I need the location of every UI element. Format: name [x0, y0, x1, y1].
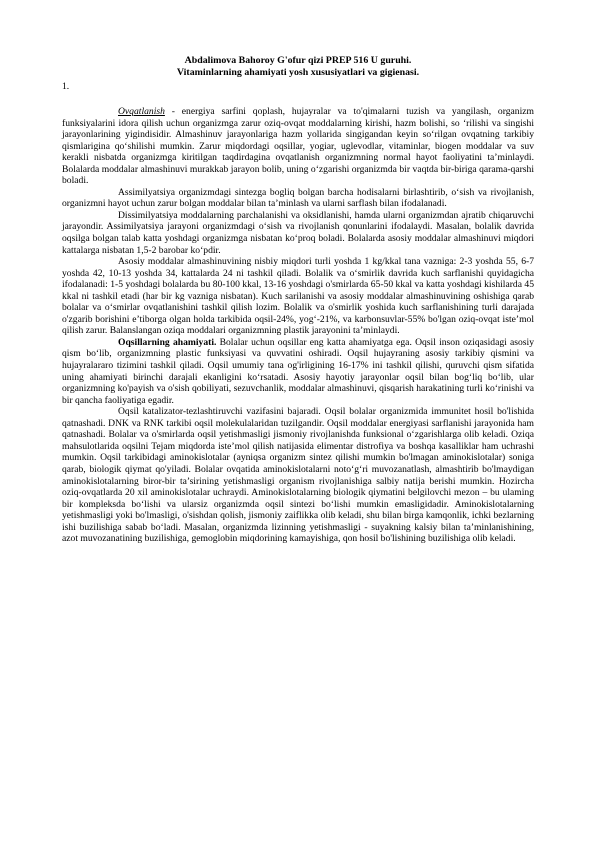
paragraph-text: Oqsil katalizator-tezlashtiruvchi vazifasini bajaradi. Oqsil bolalar organizmida immunitet hosil bo'lishida qatnashadi. DNK va RNK tarkibi oqsil molekulalaridan tuzilgandir. Oqsil moddalar energiyasi sarflanishi jarayonida ham qatnashadi. Bolalar va o'smirlarda oqsil yetishmasligi jismoniy rivojlanishda funksional o‘zgarishlarga olib keladi. Oziqa mahsulotlarida oqsilni Tejam miqdorda iste’mol qilish natijasida elimentar distrofiya va boshqa kasalliklar ham uchrashi mumkin. Oqsil tarkibidagi aminokislotalar (ayniqsa organizm sintez qilishi mumkin bo'lmagan aminokislotalar) soniga qarab, biologik qiymat qo'yiladi. Bolalar ovqatida aminokislotalarni noto‘g‘ri muvozanatlash, almashtirib bo'lmaydigan aminokislotalarning biror-bir ta’sirining yetishmasligi organism rivojlanishiga salbiy natija berishi mumkin. Hozircha oziq-ovqatlarda 20 xil aminokislotalar uchraydi. Aminokislotalarning biologik qiymatini belgilovchi mezon – bu ulaming bir kompleksda bo‘lishi va ularsiz organizmda oqsil sintezi bo‘lishi mumkin emasligidadir. Aminokislotalarning yetishmasligi yoki bo'lmasligi, o'sishdan qolish, jismoniy zaiflikka olib keladi, shu bilan birga kamqonlik, ichki bezlarning ishi buzilishiga sabab bo‘ladi. Masalan, organizmda lizinning yetishmasligi - suyakning kalsiy bilan ta’minlanishining, azot muvozanatining buzilishiga, gemoglobin miqdorining kamayishiga, qon hosil bo'lishining buzilishiga olib keladi.	[62, 406, 534, 545]
paragraph-asosiy-moddalar	[62, 256, 534, 337]
paragraph-ovqatlanish	[62, 106, 534, 187]
paragraph-text: Bolalar uchun oqsillar eng katta ahamiyatga ega. Oqsil inson oziqasidagi asosiy qism bo‘lib, organizmning plastic funksiyasi va quvvatini oshiradi. Oqsil hujayraning asosiy tarkibiy qismini va hujayralararo tizimini tashkil qiladi. Oqsil umumiy tana og'irligining 16-17% ini tashkil qilishi, quruvchi qism sifatida uning ahamiyati birinchi darajali ekanligini ko‘rsatadi. Asosiy hayotiy jarayonlar oqsil bilan bog‘liq bo‘lib, ular organizmning ko'payish va o'sish qobiliyati, sezuvchanlik, moddalar almashinuvi, qisqarish harakatining turli ko‘rinishi va bir qancha faoliyatiga egadir.	[62, 336, 534, 406]
term-oqsillar: Oqsillarning ahamiyati.	[118, 336, 217, 348]
term-ovqatlanish: Ovqatlanish	[118, 106, 165, 117]
paragraph-text: Dissimilyatsiya moddalarning parchalanishi va oksidlanishi, hamda ularni organizmdan ajratib chiqaruvchi jarayondir. Assimilyatsiya jarayoni organizmdagi o‘sish va rivojlanish qonunlarini ifodalaydi. Masalan, bolalik davrida oqsilga bolgan talab katta yoshdagi organizmga nisbatan ko‘proq boladi. Bolalarda asosiy moddalar almashinuvi miqdori kattalarga nisbatan 1,5-2 barobar ko‘pdir.	[62, 209, 534, 256]
paragraph-dissimilyatsiya	[62, 210, 534, 256]
section-number: 1.	[62, 81, 70, 92]
document-body	[62, 106, 534, 545]
document-header	[62, 55, 534, 79]
author-line: Abdalimova Bahoroy G'ofur qizi PREP 516 U guruhi.	[184, 55, 412, 66]
paragraph-assimilyatsiya	[62, 187, 534, 210]
paragraph-text: Asosiy moddalar almashinuvining nisbiy miqdori turli yoshda 1 kg/kkal tana vazniga: 2-3 yoshda 55, 6-7 yoshda 42, 10-13 yoshda 34, kattalarda 24 ni tashkil qiladi. Bolalik va o‘smirlik davrida kuch sarflanishi quyidagicha ifodalanadi: 1-5 yoshdagi bolalarda bu 80-100 kkal, 13-16 yoshdagi o'smirlarda 65-50 kkal va katta yoshdagi kishilarda 45 kkal ni tashkil etadi (har bir kg vazniga nisbatan). Kuch sarilanishi va asosiy moddalar almashinuvining oshishiga qarab bolalar va o‘smirlar ovqatlanishini tashkil qilish lozim. Bolalik va o'smirlik yoshida kuch sarflanishining turli darajada o'zgarib borishini e’tiborga olgan holda tarkibida oqsil-24%, yog‘-21%, va karbonsuvlar-55% bo'lgan oziq-ovqat iste’mol qilish zarur. Balanslangan oziqa moddalari organizmning plastik jarayonini ta’minlaydi.	[62, 256, 534, 337]
paragraph-text: Assimilyatsiya organizmdagi sintezga bogliq bolgan barcha hodisalarni birlashtirib, o‘sish va rivojlanish, organizmni hayot uchun zarur bolgan moddalar bilan ta’minlash va ularni sarflash bilan ifodalanadi.	[62, 186, 534, 210]
paragraph-oqsillar	[62, 337, 534, 406]
document-title: Vitaminlarning ahamiyati yosh xususiyatlari va gigienasi.	[176, 67, 420, 78]
paragraph-oqsil-katalizator	[62, 406, 534, 545]
paragraph-text: - energiya sarfini qoplash, hujayralar va to'qimalarni tuzish va yangilash, organizm funksiyalarini idora qilish uchun organizmga zarur oziq-ovqat moddalarning kirishi, hazm bolishi, so ‘rilishi va singishi jarayonlarining yigindisidir. Almashinuv jarayonlariga hazm yollarida singigandan keyin so‘rilgan ovqatning tarkibiy qismlarigina qo‘shilishi mumkin. Zarur miqdordagi oqsillar, yogiar, uglevodlar, vitaminlar, biogen moddalar va suv kerakli nisbatda organizmga kiritilgan taqdirdagina ovqatlanish organizmning normal hayot faoliyatini ta’minlaydi. Bolalarda moddalar almashinuvi murakkab jarayon bolib, uning o‘zgarishi organizmda bir vaqtda bir-biriga qarama-qarshi boladi.	[62, 106, 534, 187]
